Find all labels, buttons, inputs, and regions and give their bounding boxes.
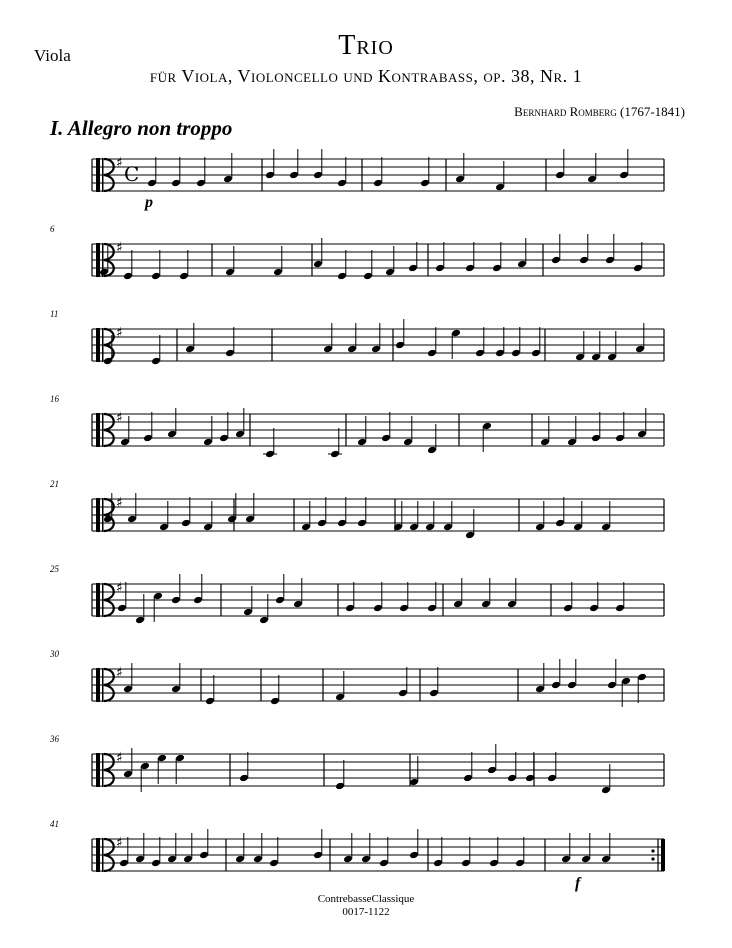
staff-system	[50, 564, 664, 624]
composer-credit: Bernhard Romberg (1767-1841)	[514, 104, 685, 119]
measure-number: 25	[50, 564, 59, 574]
alto-clef-icon	[96, 328, 100, 362]
time-signature: C	[124, 162, 140, 186]
key-signature-sharp: ♯	[116, 665, 123, 681]
alto-clef-icon	[96, 413, 100, 447]
key-signature-sharp: ♯	[116, 325, 123, 341]
instrument-label: Viola	[34, 46, 71, 65]
alto-clef-icon	[96, 583, 100, 617]
key-signature-sharp: ♯	[116, 580, 123, 596]
alto-clef-icon	[96, 668, 100, 702]
key-signature-sharp: ♯	[116, 240, 123, 256]
measure-number: 16	[50, 394, 59, 404]
staff-system	[50, 479, 664, 539]
alto-clef-bar	[102, 413, 104, 447]
final-barline	[661, 839, 665, 871]
measure-number: 6	[50, 224, 55, 234]
staff-system	[49, 734, 664, 794]
key-signature-sharp: ♯	[116, 410, 123, 426]
alto-clef-bar	[102, 158, 104, 192]
staff-system	[50, 224, 664, 280]
staff-system	[50, 309, 664, 365]
alto-clef-bar	[102, 583, 104, 617]
alto-clef-bar	[102, 753, 104, 787]
alto-clef-icon	[96, 753, 100, 787]
alto-clef-icon	[96, 838, 100, 872]
staff-system	[50, 819, 665, 872]
publisher-name: ContrebasseClassique	[317, 893, 415, 905]
piece-subtitle: für Viola, Violoncello und Kontrabass, op. 38, Nr. 1	[149, 66, 583, 86]
repeat-dot	[651, 857, 654, 860]
measure-number: 21	[50, 479, 59, 489]
measure-number: 30	[50, 649, 59, 659]
dynamic-marking: p	[145, 194, 153, 211]
key-signature-sharp: ♯	[116, 155, 123, 171]
alto-clef-icon	[96, 243, 100, 277]
staff-system	[49, 649, 664, 707]
alto-clef-bar	[102, 498, 104, 532]
measure-number: 36	[50, 734, 59, 744]
movement-heading: I. Allegro non troppo	[50, 116, 233, 140]
measure-number: 11	[50, 309, 59, 319]
key-signature-sharp: ♯	[116, 750, 123, 766]
repeat-dot	[651, 849, 654, 852]
catalog-number: 0017-1122	[342, 906, 390, 918]
dynamic-marking: f	[575, 875, 581, 892]
key-signature-sharp: ♯	[116, 835, 123, 851]
measure-number: 41	[50, 819, 59, 829]
footer	[0, 893, 732, 919]
key-signature-sharp: ♯	[116, 495, 123, 511]
piece-title: Trio	[338, 30, 394, 61]
alto-clef-bar	[102, 668, 104, 702]
alto-clef-icon	[96, 498, 100, 532]
staff-system	[50, 394, 664, 458]
alto-clef-bar	[102, 838, 104, 872]
staff-system	[92, 149, 664, 192]
alto-clef-bar	[102, 328, 104, 362]
alto-clef-icon	[96, 158, 100, 192]
